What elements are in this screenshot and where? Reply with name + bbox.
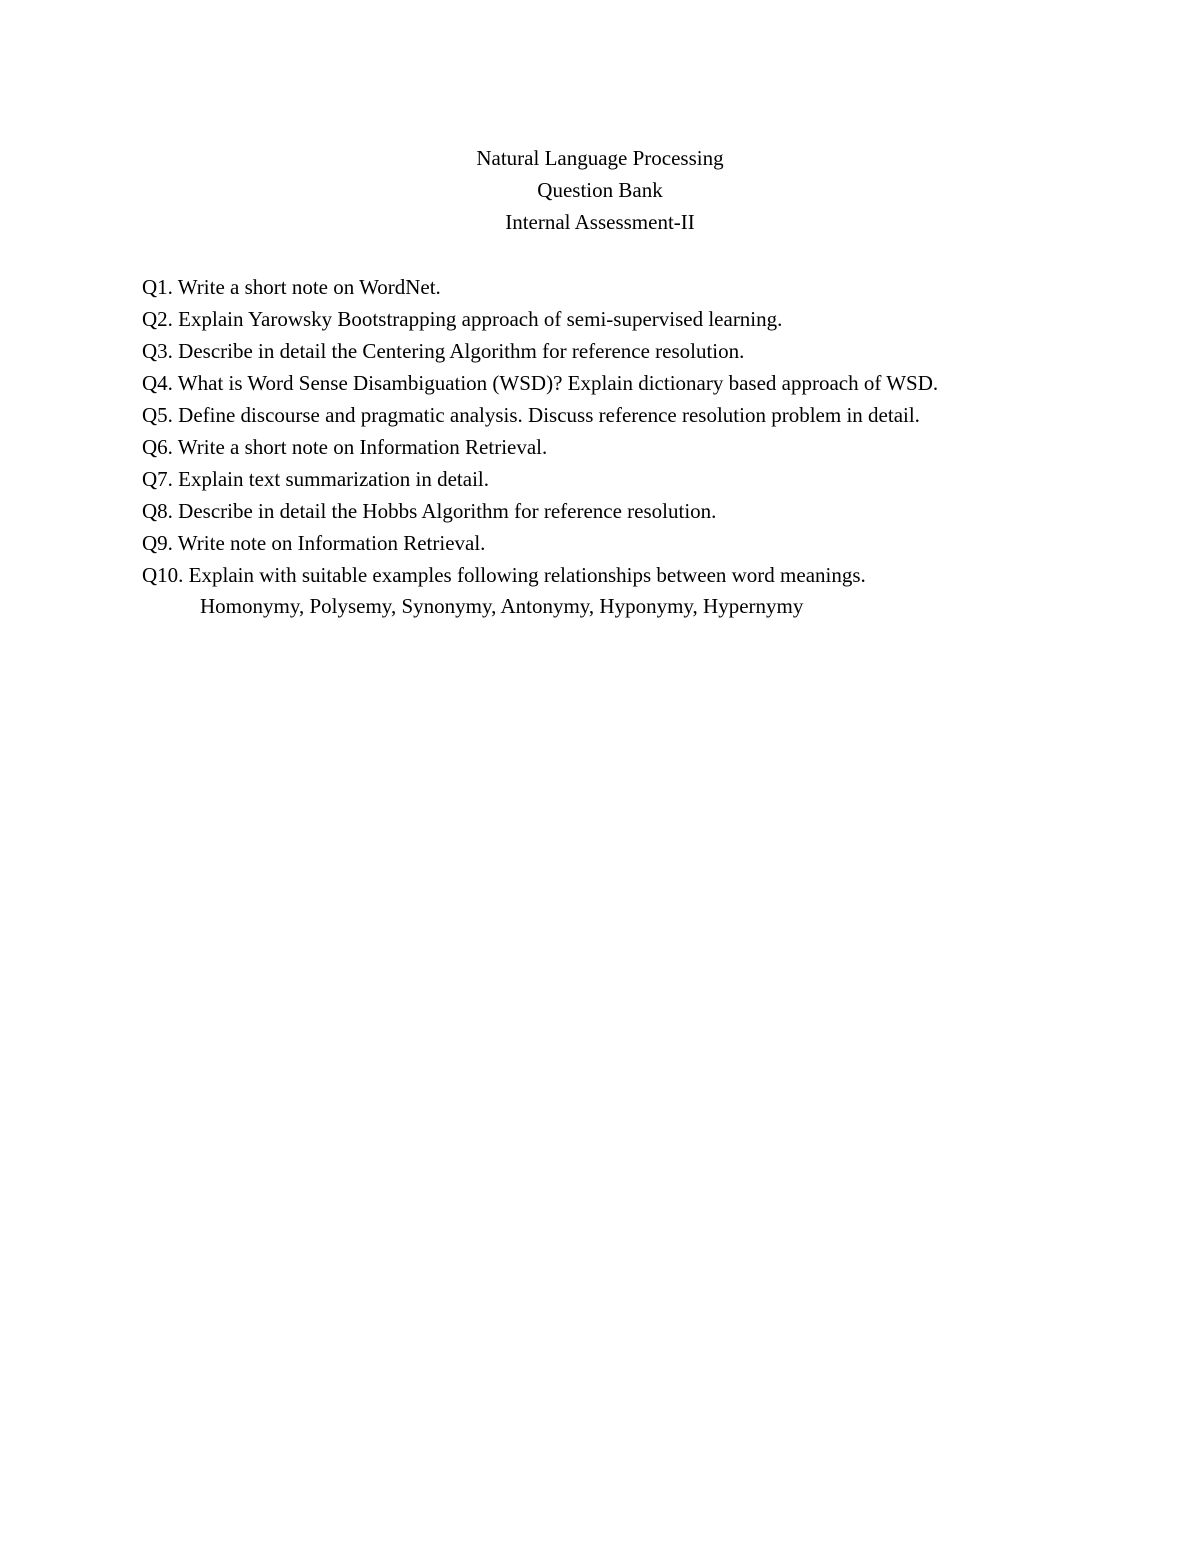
question-item (142, 527, 1142, 559)
question-item (142, 335, 1142, 367)
question-number: Q5. (142, 403, 173, 427)
question-number: Q10. (142, 563, 184, 587)
question-text: Explain text summarization in detail. (178, 467, 490, 491)
question-number: Q7. (142, 467, 173, 491)
assessment-title: Internal Assessment-II (505, 210, 695, 234)
document-header (0, 142, 1200, 238)
question-number: Q2. (142, 307, 173, 331)
question-number: Q4. (142, 371, 173, 395)
document-type: Question Bank (537, 178, 663, 202)
question-text: Define discourse and pragmatic analysis. Discuss reference resolution problem in detail. (178, 403, 920, 427)
question-item (142, 431, 1142, 463)
question-item (142, 367, 1142, 399)
question-list (142, 271, 1142, 621)
course-title: Natural Language Processing (476, 146, 724, 170)
question-continuation: Homonymy, Polysemy, Synonymy, Antonymy, Hyponymy, Hypernymy (200, 594, 804, 618)
question-number: Q8. (142, 499, 173, 523)
question-number: Q1. (142, 275, 173, 299)
question-item (142, 399, 1142, 431)
question-number: Q6. (142, 435, 173, 459)
question-text: Write a short note on Information Retrieval. (177, 435, 548, 459)
question-text: Explain with suitable examples following relationships between word meanings. (188, 563, 866, 587)
question-number: Q9. (142, 531, 173, 555)
question-item (142, 271, 1142, 303)
question-item (142, 559, 1142, 591)
question-item (142, 495, 1142, 527)
question-item (142, 303, 1142, 335)
question-text: What is Word Sense Disambiguation (WSD)? Explain dictionary based approach of WSD. (177, 371, 939, 395)
question-number: Q3. (142, 339, 173, 363)
question-text: Write a short note on WordNet. (177, 275, 441, 299)
question-item (142, 463, 1142, 495)
question-text: Describe in detail the Hobbs Algorithm for reference resolution. (178, 499, 717, 523)
question-text: Describe in detail the Centering Algorithm for reference resolution. (178, 339, 745, 363)
question-text: Explain Yarowsky Bootstrapping approach of semi-supervised learning. (178, 307, 783, 331)
question-text: Write note on Information Retrieval. (177, 531, 486, 555)
